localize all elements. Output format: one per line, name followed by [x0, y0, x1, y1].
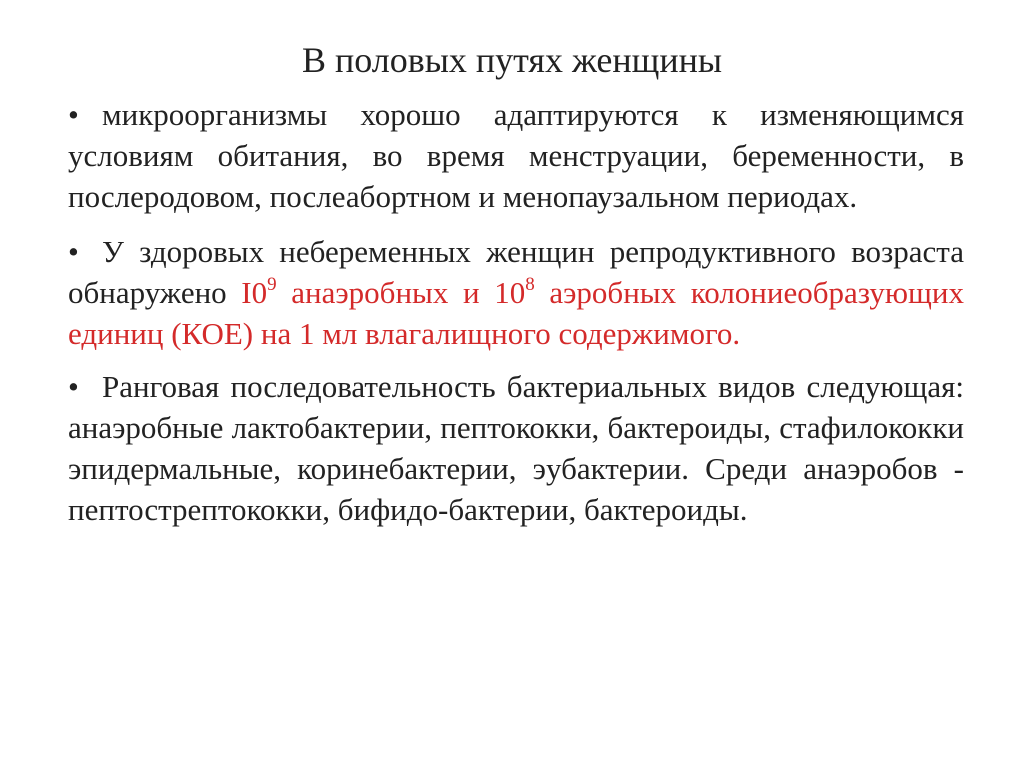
- bullet-item: [68, 231, 964, 354]
- highlight-middle: анаэробных и 10: [276, 275, 526, 310]
- bullet-list: [68, 94, 964, 544]
- bullet-marker: •: [68, 234, 79, 269]
- exponent: 8: [525, 273, 535, 295]
- bullet-marker: •: [68, 97, 79, 132]
- highlight-base: I0: [241, 275, 268, 310]
- bullet-text: микроорганизмы хорошо адаптируются к изменяющимся условиям обитания, во время менструации, беременности, в послеродовом, послеабортном и менопаузальном периодах.: [68, 97, 964, 214]
- bullet-marker: •: [68, 369, 79, 404]
- bullet-item: [68, 366, 964, 530]
- bullet-text: У здоровых небеременных женщин репродуктивного возраста обнаружено: [68, 234, 964, 310]
- bullet-item: [68, 94, 964, 217]
- exponent: 9: [267, 273, 277, 295]
- highlight-rest: аэробных колониеобразующих единиц (КОЕ) на 1 мл влагалищного содержимого.: [68, 275, 964, 351]
- slide-title: В половых путях женщины: [301, 40, 723, 80]
- bullet-text: Ранговая последовательность бактериальных видов следующая: анаэробные лактобактерии, пептококки, бактероиды, стафилококки эпидермальные, коринебактерии, эубактерии. Среди анаэробов - пептострептококки, бифидо-бактерии, бактероиды.: [68, 369, 964, 527]
